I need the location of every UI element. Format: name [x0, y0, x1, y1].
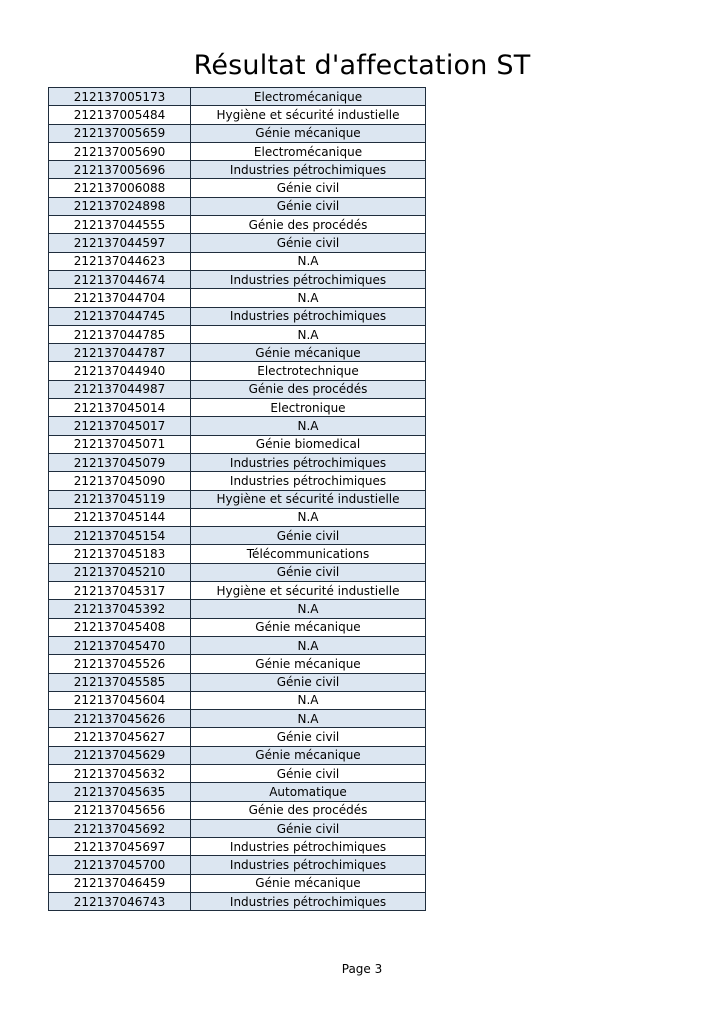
assigned-field-cell: N.A [191, 252, 426, 270]
student-id-cell: 212137045604 [49, 691, 191, 709]
student-id-cell: 212137045154 [49, 527, 191, 545]
table-row [49, 691, 426, 709]
table-row [49, 563, 426, 581]
table-row [49, 636, 426, 654]
student-id-cell: 212137045090 [49, 472, 191, 490]
table-row [49, 362, 426, 380]
table-row [49, 746, 426, 764]
student-id-cell: 212137046743 [49, 893, 191, 911]
table-row [49, 874, 426, 892]
table-row [49, 380, 426, 398]
table-row [49, 179, 426, 197]
assigned-field-cell: Industries pétrochimiques [191, 270, 426, 288]
table-row [49, 344, 426, 362]
assigned-field-cell: Electromécanique [191, 88, 426, 106]
assigned-field-cell: Génie civil [191, 728, 426, 746]
table-row [49, 161, 426, 179]
table-row [49, 508, 426, 526]
assigned-field-cell: Hygiène et sécurité industielle [191, 106, 426, 124]
table-row [49, 270, 426, 288]
table-row [49, 527, 426, 545]
student-id-cell: 212137044704 [49, 289, 191, 307]
table-row [49, 124, 426, 142]
assigned-field-cell: Génie mécanique [191, 344, 426, 362]
student-id-cell: 212137045585 [49, 673, 191, 691]
assigned-field-cell: N.A [191, 710, 426, 728]
assigned-field-cell: N.A [191, 600, 426, 618]
assigned-field-cell: Génie des procédés [191, 216, 426, 234]
student-id-cell: 212137045627 [49, 728, 191, 746]
table-row [49, 801, 426, 819]
table-row [49, 600, 426, 618]
table-row [49, 582, 426, 600]
assigned-field-cell: Génie mécanique [191, 618, 426, 636]
student-id-cell: 212137045632 [49, 764, 191, 782]
student-id-cell: 212137005690 [49, 142, 191, 160]
table-row [49, 856, 426, 874]
student-id-cell: 212137005659 [49, 124, 191, 142]
student-id-cell: 212137045470 [49, 636, 191, 654]
table-row [49, 307, 426, 325]
table-row [49, 197, 426, 215]
student-id-cell: 212137045119 [49, 490, 191, 508]
table-row [49, 453, 426, 471]
table-row [49, 764, 426, 782]
table-row [49, 673, 426, 691]
assigned-field-cell: Hygiène et sécurité industielle [191, 582, 426, 600]
student-id-cell: 212137044674 [49, 270, 191, 288]
assigned-field-cell: Electromécanique [191, 142, 426, 160]
student-id-cell: 212137044987 [49, 380, 191, 398]
page-title: Résultat d'affectation ST [193, 50, 531, 81]
table-row [49, 142, 426, 160]
table-row [49, 88, 426, 106]
table-row [49, 819, 426, 837]
page-number: Page 3 [341, 962, 383, 976]
table-row [49, 472, 426, 490]
assigned-field-cell: Industries pétrochimiques [191, 838, 426, 856]
student-id-cell: 212137045626 [49, 710, 191, 728]
student-id-cell: 212137044940 [49, 362, 191, 380]
table-row [49, 655, 426, 673]
table-row [49, 417, 426, 435]
assigned-field-cell: Industries pétrochimiques [191, 453, 426, 471]
table-row [49, 783, 426, 801]
assigned-field-cell: Industries pétrochimiques [191, 472, 426, 490]
student-id-cell: 212137045071 [49, 435, 191, 453]
student-id-cell: 212137045635 [49, 783, 191, 801]
assigned-field-cell: Génie civil [191, 197, 426, 215]
table-row [49, 710, 426, 728]
assigned-field-cell: Génie civil [191, 527, 426, 545]
assigned-field-cell: N.A [191, 417, 426, 435]
student-id-cell: 212137045692 [49, 819, 191, 837]
assigned-field-cell: Génie des procédés [191, 801, 426, 819]
table-row [49, 728, 426, 746]
table-row [49, 490, 426, 508]
student-id-cell: 212137045700 [49, 856, 191, 874]
assigned-field-cell: Génie civil [191, 764, 426, 782]
assigned-field-cell: Génie biomedical [191, 435, 426, 453]
student-id-cell: 212137045183 [49, 545, 191, 563]
assigned-field-cell: Hygiène et sécurité industielle [191, 490, 426, 508]
table-row [49, 289, 426, 307]
table-row [49, 325, 426, 343]
student-id-cell: 212137045656 [49, 801, 191, 819]
assigned-field-cell: Génie mécanique [191, 124, 426, 142]
assigned-field-cell: Electronique [191, 399, 426, 417]
assigned-field-cell: Génie mécanique [191, 874, 426, 892]
student-id-cell: 212137044745 [49, 307, 191, 325]
assigned-field-cell: Génie civil [191, 563, 426, 581]
assigned-field-cell: Génie civil [191, 673, 426, 691]
student-id-cell: 212137005484 [49, 106, 191, 124]
table-row [49, 435, 426, 453]
student-id-cell: 212137044785 [49, 325, 191, 343]
student-id-cell: 212137024898 [49, 197, 191, 215]
student-id-cell: 212137045629 [49, 746, 191, 764]
student-id-cell: 212137045392 [49, 600, 191, 618]
student-id-cell: 212137045408 [49, 618, 191, 636]
student-id-cell: 212137045526 [49, 655, 191, 673]
table-row [49, 618, 426, 636]
assigned-field-cell: N.A [191, 508, 426, 526]
student-id-cell: 212137045079 [49, 453, 191, 471]
student-id-cell: 212137045210 [49, 563, 191, 581]
results-table-body [49, 88, 426, 911]
student-id-cell: 212137044597 [49, 234, 191, 252]
results-table [48, 87, 426, 911]
student-id-cell: 212137044555 [49, 216, 191, 234]
table-row [49, 893, 426, 911]
student-id-cell: 212137044787 [49, 344, 191, 362]
table-row [49, 216, 426, 234]
student-id-cell: 212137005173 [49, 88, 191, 106]
assigned-field-cell: N.A [191, 325, 426, 343]
assigned-field-cell: Génie mécanique [191, 655, 426, 673]
table-row [49, 545, 426, 563]
table-row [49, 399, 426, 417]
table-row [49, 234, 426, 252]
assigned-field-cell: Industries pétrochimiques [191, 856, 426, 874]
student-id-cell: 212137006088 [49, 179, 191, 197]
assigned-field-cell: Electrotechnique [191, 362, 426, 380]
table-row [49, 106, 426, 124]
assigned-field-cell: Génie civil [191, 179, 426, 197]
student-id-cell: 212137045017 [49, 417, 191, 435]
assigned-field-cell: N.A [191, 636, 426, 654]
assigned-field-cell: Génie mécanique [191, 746, 426, 764]
student-id-cell: 212137044623 [49, 252, 191, 270]
assigned-field-cell: Télécommunications [191, 545, 426, 563]
assigned-field-cell: Industries pétrochimiques [191, 307, 426, 325]
assigned-field-cell: Industries pétrochimiques [191, 893, 426, 911]
student-id-cell: 212137045317 [49, 582, 191, 600]
assigned-field-cell: Génie civil [191, 819, 426, 837]
assigned-field-cell: Industries pétrochimiques [191, 161, 426, 179]
table-row [49, 838, 426, 856]
student-id-cell: 212137046459 [49, 874, 191, 892]
student-id-cell: 212137045144 [49, 508, 191, 526]
assigned-field-cell: N.A [191, 289, 426, 307]
student-id-cell: 212137045014 [49, 399, 191, 417]
student-id-cell: 212137045697 [49, 838, 191, 856]
table-row [49, 252, 426, 270]
assigned-field-cell: Génie civil [191, 234, 426, 252]
assigned-field-cell: N.A [191, 691, 426, 709]
assigned-field-cell: Génie des procédés [191, 380, 426, 398]
student-id-cell: 212137005696 [49, 161, 191, 179]
assigned-field-cell: Automatique [191, 783, 426, 801]
